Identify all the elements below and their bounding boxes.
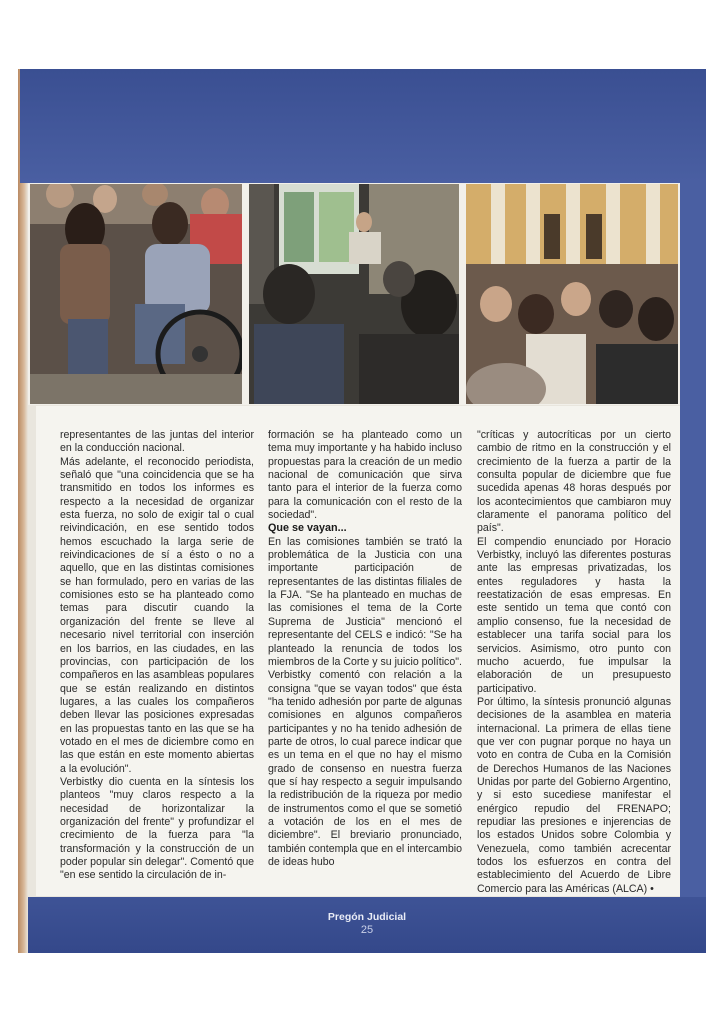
page-number: 25 [360, 924, 374, 936]
paragraph: El compendio enunciado por Horacio Verbistky, incluyó las diferentes posturas ante las empresas privatizadas, los entes reguladores y hasta la reestatización de esas empresas. En este sentido un tema que contó con amplio consenso, fue la necesidad de establecer una tarifa social para los servicios. Asimismo, otro punto con mucho acuerdo, fue impulsar la elaboración de un presupuesto participativo. [477, 535, 671, 695]
paragraph: "críticas y autocríticas por un cierto cambio de ritmo en la construcción y el crecimiento de la fuerza a partir de la consulta popular de diciembre que fue sucedida apenas 48 horas después por los acontecimientos que cambiaron muy claramente el panorama político del país". [477, 429, 671, 535]
page-binding-edge [18, 69, 28, 953]
article-column-2 [268, 429, 462, 869]
article-column-3 [477, 429, 671, 896]
publication-name: Pregón Judicial [327, 911, 407, 923]
photo-speaker-room [249, 184, 459, 404]
photo-courtyard-crowd [466, 184, 678, 404]
paragraph: Verbistky dio cuenta en la síntesis los planteos "muy claros respecto a la necesidad de horizontalizar la organización del frente" y profundizar el crecimiento de la fuerza para "la transformación y la construcción de un poder popular sin delegar". Comentó que "en ese sentido la circulación de in- [60, 775, 254, 882]
footer-band [28, 897, 706, 953]
section-subheading: Que se vayan... [268, 522, 347, 535]
photo-assembly-audience [30, 184, 242, 404]
paragraph: Más adelante, el reconocido periodista, señaló que "una coincidencia que se ha transmitido en todos los informes es respecto a la necesidad de organizar esta fuerza, no solo de exigir tal o cual reivindicación, en ese sentido todos hemos escuchado la larga serie de reivindicaciones de sí a ésto o no a aquello, que en las distintas comisiones se han formulado, pero en varias de las comisiones esto se ha planteado como temas para discutir cuando la organización del frente se lleve al necesario nivel territorial con inserción en los barrios, en las ciudades, en las provincias, con participación de los compañeros en las asambleas populares que se están realizando en distintos lugares, a las cuales los compañeros deben llevar las posiciones expresadas en las propuestas tanto en las que se ha votado en el mes de diciembre como en las que están en este momento abiertas a la evolución". [60, 455, 254, 775]
right-color-strip [680, 183, 706, 897]
paragraph: representantes de las juntas del interior en la conducción nacional. [60, 429, 254, 455]
paragraph: En las comisiones también se trató la problemática de la Justicia con una importante participación de representantes de las distintas filiales de la FJA. "Se ha planteado en muchas de las comisiones el tema de la Corte Suprema de Justicia" mencionó el representante del CELS e indicó: "Se ha planteado la renuncia de todos los miembros de la Corte y su juicio político". [268, 535, 462, 668]
paragraph: Verbistky comentó con relación a la consigna "que se vayan todos" que ésta "ha tenido adhesión por parte de algunas comisiones en algunos compañeros participantes y no ha tenido adhesión de parte de otros, lo cual parece indicar que es un tema en el que no hay el mismo grado de consenso en nuestra fuerza que sí hay respecto a seguir impulsando la redistribución de la riqueza por medio de instrumentos como el que se sometió a votación de los en el mes de diciembre". El breviario pronunciado, también contempla que en el intercambio de ideas hubo [268, 669, 462, 868]
article-column-1 [60, 429, 254, 883]
top-color-band [20, 69, 706, 183]
paragraph: formación se ha planteado como un tema muy importante y ha habido incluso propuestas para la creación de un medio nacional de comunicación que sirva tanto para el interior de la fuerza como para la comunicación con el resto de la sociedad". [268, 429, 462, 522]
paragraph: Por último, la síntesis pronunció algunas decisiones de la asamblea en materia internacional. La primera de ellas tiene que ver con pugnar porque no haya un voto en contra de Cuba en la Comisión de Derechos Humanos de las Naciones Unidas por parte del Gobierno Argentino, y si esto sucediese manifestar el enérgico repudio del FRENAPO; repudiar las presiones e injerencias de los estados Unidos sobre Colombia y Venezuela, como también acrecentar todos los esfuerzos en contra del establecimiento del Acuerdo de Libre Comercio para las Américas (ALCA) • [477, 695, 671, 895]
